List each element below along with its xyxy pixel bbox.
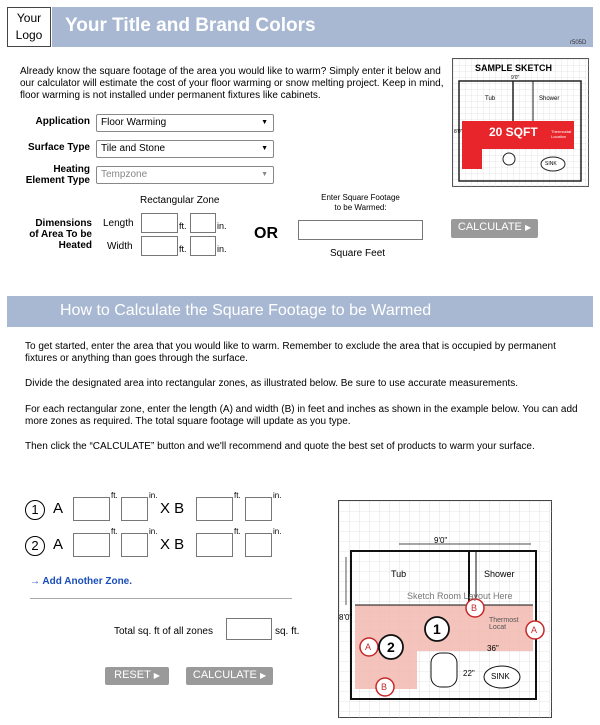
sample-sketch-drawing: [453, 59, 590, 188]
width-ft-unit: ft.: [179, 244, 187, 254]
heating-select[interactable]: [96, 166, 274, 184]
zone-1-b-in-input[interactable]: [245, 497, 272, 521]
zone-1-a-label: A: [53, 500, 64, 517]
room-zone-2: 2: [387, 639, 395, 655]
logo-line1: Your: [16, 11, 42, 25]
zone-1-b-ft-unit: ft.: [234, 491, 241, 500]
heating-value: Tempzone: [101, 169, 148, 180]
room-marker-b-top: B: [471, 603, 478, 613]
room-dim-side: 8'0": [339, 613, 353, 622]
zone-1-a-in-input[interactable]: [121, 497, 148, 521]
sample-thermostat-line2: Location: [551, 134, 567, 139]
room-shower-label: Shower: [484, 569, 515, 579]
heating-label-line1: Heating: [53, 164, 90, 175]
sample-sketch-title: SAMPLE SKETCH: [475, 63, 553, 73]
zone-2-a-in-input[interactable]: [121, 533, 148, 557]
zone-1-a-ft-unit: ft.: [111, 491, 118, 500]
zone-2-a-ft-input[interactable]: [73, 533, 110, 557]
heating-label: [20, 164, 90, 186]
zone-2-xb-label: X B: [160, 536, 185, 553]
application-label: Application: [35, 116, 90, 127]
sample-sketch: [452, 58, 589, 187]
zone-2-b-in-unit: in.: [273, 527, 282, 536]
add-zone-link[interactable]: → Add Another Zone.: [30, 576, 133, 587]
play-arrow-icon: ▶: [259, 671, 267, 680]
width-ft-input[interactable]: [141, 236, 178, 256]
zone-2-a-in-unit: in.: [149, 527, 158, 536]
dimensions-label-line2: of Area To be: [29, 229, 92, 240]
zone-2-a-ft-unit: ft.: [111, 527, 118, 536]
square-feet-label: Square Feet: [330, 248, 386, 259]
total-unit: sq. ft.: [275, 626, 300, 637]
length-ft-unit: ft.: [179, 221, 187, 231]
room-marker-b-bottom: B: [381, 682, 388, 692]
application-value: Floor Warming: [101, 117, 167, 128]
room-sketch: [338, 500, 552, 718]
instruction-p3: For each rectangular zone, enter the length (A) and width (B) in feet and inches as shown in the example below. You can add more zones as required. The total square footage will update as you type.: [25, 404, 578, 427]
calculate-label: CALCULATE: [457, 221, 522, 233]
divider: [30, 598, 292, 599]
sample-shower-label: Shower: [539, 96, 560, 102]
total-sqft-input[interactable]: [226, 618, 272, 640]
sqft-prompt: [298, 193, 423, 213]
sample-thermostat-label: [551, 129, 571, 139]
room-thermostat-line2: Locat: [489, 624, 507, 631]
room-dim-22: 22": [463, 669, 475, 678]
sample-sink-label: SINK: [545, 161, 557, 167]
intro-text: Already know the square footage of the area you would like to warm? Simply enter it below and our calculator will estimate the cost of your floor warming or snow melting project. Keep in mind, floor warming is not installed under permanent fixtures like cabinets.: [20, 66, 444, 102]
zone-1-a-in-unit: in.: [149, 491, 158, 500]
zone-2-badge: 2: [25, 536, 45, 556]
sqft-prompt-line2: to be Warmed:: [334, 203, 387, 212]
zone-2-a-label: A: [53, 536, 64, 553]
instruction-p4: Then click the “CALCULATE” button and we'll recommend and quote the best set of products to warm your surface.: [25, 441, 535, 452]
zone-2-b-ft-unit: ft.: [234, 527, 241, 536]
sample-dim-top: 9'0": [511, 75, 520, 81]
dimensions-label: [20, 218, 92, 251]
length-in-unit: in.: [217, 221, 227, 231]
or-label: OR: [254, 225, 278, 242]
room-dim-36: 36": [487, 644, 499, 653]
logo-line2: Logo: [15, 28, 43, 42]
sample-tub-label: Tub: [485, 96, 496, 102]
sample-thermostat-line1: Thermostat: [551, 129, 572, 134]
play-arrow-icon: ▶: [153, 671, 160, 680]
section-title: How to Calculate the Square Footage to be Warmed: [60, 302, 432, 319]
bottom-calculate-button[interactable]: [186, 667, 273, 685]
room-tub-label: Tub: [391, 569, 407, 579]
width-in-input[interactable]: [190, 236, 216, 256]
bottom-calculate-label: CALCULATE: [192, 669, 257, 681]
length-label: Length: [103, 218, 134, 229]
room-marker-a-left: A: [365, 642, 372, 652]
room-sink-label: SINK: [491, 672, 510, 681]
square-feet-input[interactable]: [298, 220, 423, 240]
room-thermostat-line1: Thermost: [489, 617, 519, 624]
zone-2-b-ft-input[interactable]: [196, 533, 233, 557]
sample-sqft-label: 20 SQFT: [489, 125, 538, 139]
surface-value: Tile and Stone: [101, 143, 166, 154]
zone-1-b-ft-input[interactable]: [196, 497, 233, 521]
room-zone-1: 1: [433, 621, 441, 637]
zone-1-xb-label: X B: [160, 500, 185, 517]
reset-label: RESET: [114, 669, 151, 681]
room-thermostat-label: [489, 617, 519, 631]
chevron-down-icon: ▼: [261, 119, 268, 126]
chevron-down-icon: ▼: [261, 171, 268, 178]
zone-2-b-in-input[interactable]: [245, 533, 272, 557]
room-sketch-here: Sketch Room Layout Here: [407, 591, 513, 601]
sample-dim-side: 8'0": [454, 129, 463, 135]
dimensions-label-line3: Heated: [58, 240, 92, 251]
play-arrow-icon: ▶: [524, 223, 532, 232]
total-label: Total sq. ft of all zones: [114, 626, 213, 637]
zone-1-a-ft-input[interactable]: [73, 497, 110, 521]
surface-select[interactable]: [96, 140, 274, 158]
page-title: Your Title and Brand Colors: [65, 15, 316, 36]
length-ft-input[interactable]: [141, 213, 178, 233]
length-in-input[interactable]: [190, 213, 216, 233]
room-marker-a-right: A: [531, 625, 538, 635]
surface-label: Surface Type: [27, 142, 90, 153]
chevron-down-icon: ▼: [261, 145, 268, 152]
zone-1-badge: 1: [25, 500, 45, 520]
instruction-p1: To get started, enter the area that you would like to warm. Remember to exclude the area that is occupied by permanent fixtures or anything than goes through the surface.: [25, 341, 556, 364]
dimensions-label-line1: Dimensions: [35, 218, 92, 229]
zone-1-b-in-unit: in.: [273, 491, 282, 500]
reset-button[interactable]: [105, 667, 169, 685]
application-select[interactable]: [96, 114, 274, 132]
calculate-button[interactable]: [451, 219, 538, 238]
logo: [7, 7, 51, 47]
rect-zone-label: Rectangular Zone: [140, 195, 220, 206]
instruction-p2: Divide the designated area into rectangular zones, as illustrated below. Be sure to use accurate measurements.: [25, 378, 519, 389]
room-sketch-drawing: [339, 501, 553, 719]
heating-label-line2: Element Type: [25, 175, 90, 186]
page-code: r505D: [570, 40, 587, 46]
width-in-unit: in.: [217, 244, 227, 254]
room-dim-top: 9'0": [434, 536, 448, 545]
sqft-prompt-line1: Enter Square Footage: [321, 193, 400, 202]
width-label: Width: [107, 241, 133, 252]
